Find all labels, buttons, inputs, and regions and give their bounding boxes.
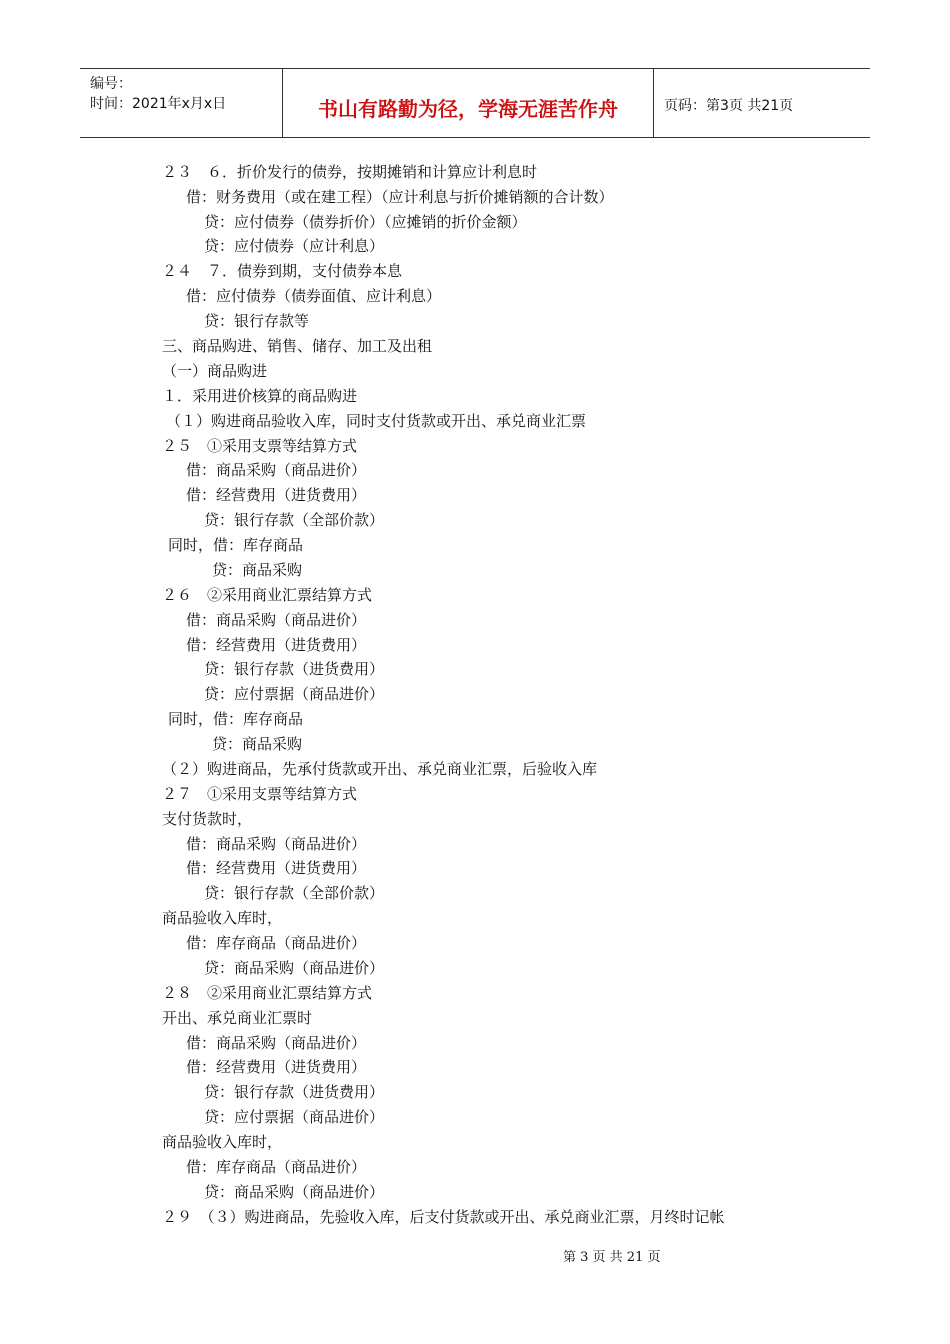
header-left-cell — [80, 69, 283, 137]
text-line: 贷：银行存款等 — [204, 312, 310, 330]
header-motto: 书山有路勤为径，学海无涯苦作舟 — [318, 97, 618, 121]
text-line: （１）购进商品验收入库，同时支付货款或开出、承兑商业汇票 — [166, 412, 587, 430]
text-line: 商品验收入库时， — [162, 1133, 283, 1151]
text-line: 借：库存商品（商品进价） — [186, 934, 367, 952]
text-line: 借：商品采购（商品进价） — [186, 611, 367, 629]
text-line: 商品验收入库时， — [162, 909, 283, 927]
header-right-cell — [654, 69, 870, 137]
text-line: 贷：商品采购（商品进价） — [204, 1183, 385, 1201]
text-line: 借：经营费用（进货费用） — [186, 636, 367, 654]
doc-code-label: 编号： — [90, 76, 132, 92]
header-middle-cell — [283, 69, 654, 137]
text-line: ２３ ６．折价发行的债券，按期摊销和计算应计利息时 — [162, 163, 538, 181]
text-line: 借：应付债券（债券面值、应计利息） — [186, 287, 442, 305]
text-line: 借：经营费用（进货费用） — [186, 486, 367, 504]
text-line: ２７ ①采用支票等结算方式 — [162, 785, 358, 803]
subsection-heading: （一）商品购进 — [162, 362, 268, 380]
text-line: ２６ ②采用商业汇票结算方式 — [162, 586, 373, 604]
text-line: 贷：银行存款（全部价款） — [204, 511, 385, 529]
text-line: 贷：银行存款（进货费用） — [204, 660, 385, 678]
text-line: 借：财务费用（或在建工程）（应计利息与折价摊销额的合计数） — [186, 188, 614, 206]
page-header — [80, 68, 870, 138]
text-line: １．采用进价核算的商品购进 — [162, 387, 358, 405]
text-line: 贷：应付票据（商品进价） — [204, 685, 385, 703]
text-line: 支付货款时， — [162, 810, 253, 828]
text-line: 贷：应付债券（应计利息） — [204, 237, 385, 255]
text-line: 贷：商品采购 — [212, 561, 303, 579]
text-line: 贷：应付票据（商品进价） — [204, 1108, 385, 1126]
text-line: ２８ ②采用商业汇票结算方式 — [162, 984, 373, 1002]
text-line: ２９ （３）购进商品，先验收入库，后支付货款或开出、承兑商业汇票，月终时记帐 — [162, 1208, 725, 1226]
text-line: 贷：商品采购（商品进价） — [204, 959, 385, 977]
text-line: 贷：银行存款（进货费用） — [204, 1083, 385, 1101]
page-footer: 第 3 页 共 21 页 — [563, 1250, 661, 1265]
text-line: 贷：应付债券（债券折价）（应摊销的折价金额） — [204, 213, 527, 231]
text-line: 借：经营费用（进货费用） — [186, 859, 367, 877]
text-line: 贷：商品采购 — [212, 735, 303, 753]
text-line: 贷：银行存款（全部价款） — [204, 884, 385, 902]
text-line: 开出、承兑商业汇票时 — [162, 1009, 313, 1027]
text-line: 借：商品采购（商品进价） — [186, 461, 367, 479]
doc-date-label: 时间：2021年x月x日 — [90, 96, 227, 112]
header-page-info: 页码：第3页 共21页 — [664, 98, 794, 114]
text-line: ２５ ①采用支票等结算方式 — [162, 437, 358, 455]
text-line: 借：库存商品（商品进价） — [186, 1158, 367, 1176]
text-line: 借：商品采购（商品进价） — [186, 835, 367, 853]
text-line: 同时，借：库存商品 — [168, 710, 304, 728]
text-line: （２）购进商品，先承付货款或开出、承兑商业汇票，后验收入库 — [162, 760, 598, 778]
text-line: ２４ ７．债券到期，支付债券本息 — [162, 262, 403, 280]
text-line: 借：经营费用（进货费用） — [186, 1058, 367, 1076]
section-heading: 三、商品购进、销售、储存、加工及出租 — [162, 337, 433, 355]
text-line: 同时，借：库存商品 — [168, 536, 304, 554]
text-line: 借：商品采购（商品进价） — [186, 1034, 367, 1052]
